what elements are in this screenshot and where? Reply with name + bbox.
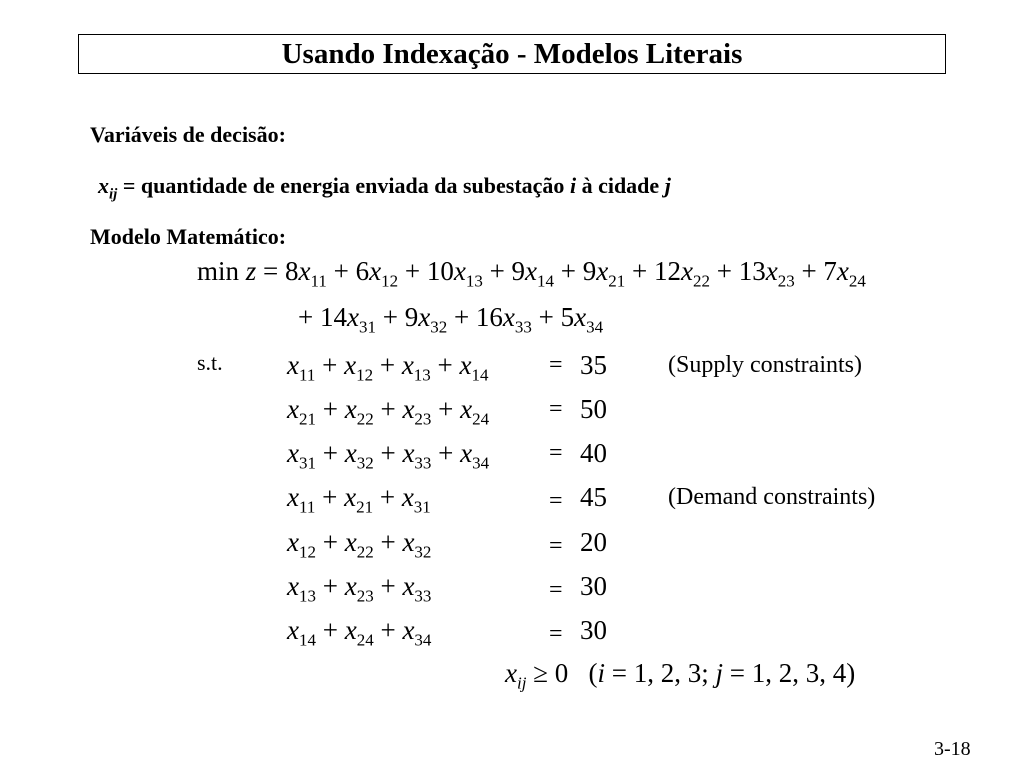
constraint-variable: x [401, 350, 414, 380]
subject-to-label: s.t. [197, 350, 223, 375]
constraint-subscript: 12 [298, 542, 316, 562]
constraint-variable: x [344, 438, 357, 468]
constraint-subscript: 13 [413, 365, 431, 385]
constraint-subscript: 33 [414, 453, 432, 473]
constraint-variable: x [287, 394, 299, 424]
constraint-rhs: 30 [580, 615, 607, 645]
constraint-equals: = [549, 396, 563, 422]
constraint-rhs: 20 [580, 527, 607, 557]
nonneg-j-values: = 1, 2, 3, 4) [729, 658, 856, 688]
slide-number: 3-18 [934, 738, 971, 760]
term-variable: x [298, 256, 311, 286]
constraint-subscript: 23 [414, 409, 432, 429]
nonneg-j: j [715, 658, 724, 688]
constraint-variable: x [287, 438, 299, 468]
constraint-variable: x [459, 350, 472, 380]
constraint-lhs: $x_{31} + x_{32} + x_{33} + x_{34}$ [287, 438, 490, 473]
objective-term: + $13x_{23}$ [709, 256, 795, 291]
constraint-variable: x [460, 394, 473, 424]
constraint-variable: x [344, 527, 357, 557]
objective-term: + $9x_{14}$ [482, 256, 555, 291]
term-subscript: 11 [310, 271, 327, 291]
constraint-subscript: 23 [356, 586, 374, 606]
constraint-variable: x [344, 350, 357, 380]
term-variable: x [369, 256, 382, 286]
constraint-subscript: 32 [414, 542, 432, 562]
constraint-subscript: 12 [356, 365, 374, 385]
term-subscript: 23 [777, 271, 795, 291]
constraint-equals: = [549, 440, 563, 466]
term-subscript: 21 [608, 271, 626, 291]
objective-term: + $16x_{33}$ [447, 302, 532, 337]
term-subscript: 31 [358, 317, 376, 337]
constraint-variable: x [287, 527, 299, 557]
constraint-variable: x [287, 571, 299, 601]
index-i: i [569, 173, 577, 198]
term-subscript: 24 [848, 271, 866, 291]
objective-term: + $12x_{22}$ [625, 256, 710, 291]
constraint-equals: = [549, 352, 563, 378]
term-variable: x [502, 302, 515, 332]
term-subscript: 33 [514, 317, 532, 337]
constraint-variable: x [287, 350, 299, 380]
objective-term: + $10x_{13}$ [398, 256, 483, 291]
term-variable: x [574, 302, 587, 332]
constraint-rhs: 40 [580, 438, 607, 468]
constraint-variable: x [344, 571, 357, 601]
constraint-subscript: 13 [298, 586, 316, 606]
variable-symbol: $x_{ij}$ [98, 173, 118, 203]
constraint-variable: x [287, 482, 299, 512]
variable-definition [98, 173, 671, 203]
objective-term: + $7x_{24}$ [794, 256, 866, 291]
nonneg-i: i [597, 658, 606, 688]
constraint-equals: = [549, 488, 563, 514]
term-variable: x [418, 302, 431, 332]
constraint-subscript: 31 [413, 497, 431, 517]
constraint-rhs: 35 [580, 350, 607, 380]
constraint-lhs: $x_{11} + x_{12} + x_{13} + x_{14}$ [287, 350, 489, 385]
constraint-note: (Supply constraints) [668, 352, 862, 378]
constraint-lhs: $x_{14} + x_{24} + x_{34}$ [287, 615, 432, 650]
objective-function-line-1 [197, 256, 866, 291]
objective-terms-line-2 [298, 302, 604, 337]
constraint-variable: x [287, 615, 299, 645]
constraint-lhs: $x_{12} + x_{22} + x_{32}$ [287, 527, 432, 562]
constraint-variable: x [402, 438, 415, 468]
constraint-subscript: 31 [298, 453, 316, 473]
objective-term: $8x_{11}$ [285, 256, 327, 291]
term-subscript: 12 [381, 271, 399, 291]
objective-variable: z [245, 256, 257, 286]
term-variable: x [525, 256, 538, 286]
constraint-subscript: 34 [472, 453, 490, 473]
term-variable: x [765, 256, 778, 286]
nonneg-i-values: = 1, 2, 3; [611, 658, 709, 688]
constraint-subscript: 11 [298, 497, 316, 517]
nonneg-value: 0 [554, 658, 569, 688]
variable-description-mid: à cidade [581, 173, 660, 198]
term-variable: x [596, 256, 609, 286]
objective-term: + $9x_{32}$ [375, 302, 448, 337]
term-variable: x [346, 302, 359, 332]
constraint-rhs: 50 [580, 394, 607, 424]
constraint-note: (Demand constraints) [668, 484, 876, 510]
objective-term: + $9x_{21}$ [554, 256, 626, 291]
constraint-subscript: 14 [298, 630, 316, 650]
constraint-subscript: 22 [356, 409, 374, 429]
objective-function-line-2 [298, 302, 604, 337]
constraint-variable: x [401, 482, 414, 512]
term-variable: x [836, 256, 849, 286]
constraint-variable: x [344, 394, 357, 424]
constraint-subscript: 34 [414, 630, 432, 650]
constraint-lhs: $x_{21} + x_{22} + x_{23} + x_{24}$ [287, 394, 490, 429]
objective-equals: = [263, 256, 279, 286]
constraint-variable: x [402, 394, 415, 424]
term-variable: x [680, 256, 693, 286]
term-subscript: 34 [586, 317, 604, 337]
constraint-subscript: 24 [356, 630, 374, 650]
term-subscript: 32 [430, 317, 448, 337]
constraint-equals: = [549, 577, 563, 603]
term-subscript: 22 [692, 271, 710, 291]
constraint-variable: x [344, 482, 357, 512]
constraint-variable: x [402, 571, 415, 601]
index-j: j [664, 173, 671, 198]
term-subscript: 14 [537, 271, 555, 291]
decision-variables-label: Variáveis de decisão: [90, 122, 286, 147]
term-variable: x [453, 256, 466, 286]
nonneg-variable: $x_{ij}$ [505, 658, 527, 693]
model-label: Modelo Matemático: [90, 224, 287, 249]
nonnegativity-constraint: $x_{ij} \ge 0$ (i = 1, 2, 3; j = 1, 2, 3, 4) [505, 658, 856, 693]
constraint-subscript: 21 [356, 497, 374, 517]
constraint-subscript: 21 [298, 409, 316, 429]
constraint-subscript: 32 [356, 453, 374, 473]
constraint-subscript: 14 [471, 365, 489, 385]
constraint-rhs: 45 [580, 482, 607, 512]
constraint-subscript: 33 [414, 586, 432, 606]
objective-term: + $5x_{34}$ [531, 302, 604, 337]
constraint-rhs: 30 [580, 571, 607, 601]
constraint-variable: x [402, 615, 415, 645]
constraint-lhs: $x_{11} + x_{21} + x_{31}$ [287, 482, 431, 517]
objective-term: + $6x_{12}$ [326, 256, 399, 291]
title-box [78, 34, 946, 74]
slide-title: Usando Indexação - Modelos Literais [281, 37, 743, 70]
constraint-lhs: $x_{13} + x_{23} + x_{33}$ [287, 571, 432, 606]
constraint-variable: x [402, 527, 415, 557]
variable-description: = quantidade de energia enviada da subestação [122, 173, 565, 198]
constraint-equals: = [549, 533, 563, 559]
constraint-equals: = [549, 621, 563, 647]
objective-term: + $14x_{31}$ [298, 302, 376, 337]
constraint-variable: x [344, 615, 357, 645]
nonneg-relation: ≥ [533, 658, 549, 688]
constraint-subscript: 11 [298, 365, 316, 385]
term-subscript: 13 [465, 271, 483, 291]
objective-prefix: min [197, 256, 240, 286]
objective-terms-line-1 [285, 256, 866, 291]
constraint-subscript: 22 [356, 542, 374, 562]
constraint-variable: x [460, 438, 473, 468]
constraint-subscript: 24 [472, 409, 490, 429]
